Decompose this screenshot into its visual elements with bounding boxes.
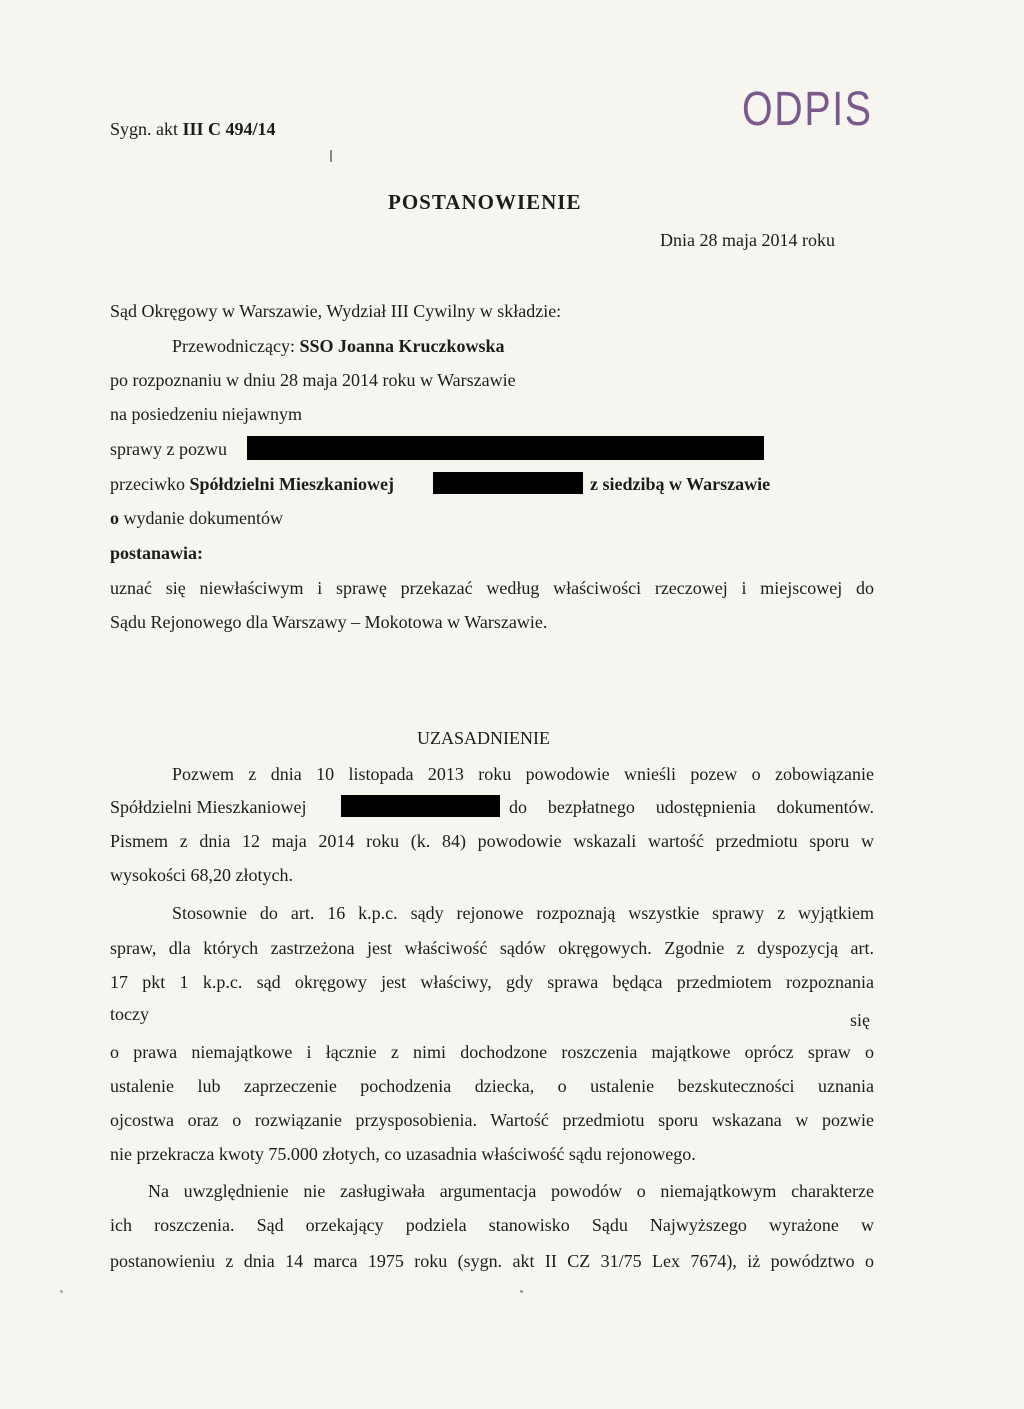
- subject-line: [110, 507, 283, 529]
- decides-text: postanawia:: [110, 543, 204, 563]
- p3-line-3: postanowieniu z dnia 14 marca 1975 roku (sygn. akt II CZ 31/75 Lex 7674), iż powództwo o: [110, 1251, 874, 1271]
- against-prefix: przeciwko: [110, 474, 190, 494]
- p2-line-3: 17 pkt 1 k.p.c. sąd okręgowy jest właściwy, gdy sprawa będąca przedmiotem rozpoznania: [110, 972, 874, 992]
- scan-speck: [330, 150, 332, 162]
- presiding-name: SSO Joanna Kruczkowska: [299, 336, 505, 356]
- p1-line-2a: Spółdzielni Mieszkaniowej: [110, 797, 307, 817]
- p2-line-7: ojcostwa oraz o rozwiązanie przysposobienia. Wartość przedmiotu sporu wskazana w pozwie: [110, 1110, 874, 1130]
- case-signature: [110, 118, 276, 140]
- redaction-cooperative-name-2: [341, 795, 500, 817]
- against-seat: [590, 473, 770, 495]
- presiding-label: Przewodniczący:: [172, 336, 300, 356]
- redaction-plaintiff: [247, 436, 764, 460]
- p1-line-4: wysokości 68,20 złotych.: [110, 865, 293, 885]
- case-number: III C 494/14: [182, 119, 276, 139]
- p2-line-4b: się: [850, 1010, 870, 1030]
- p1-line-2b: do bezpłatnego udostępnienia dokumentów.: [509, 797, 874, 817]
- against-party: Spółdzielni Mieszkaniowej: [189, 474, 394, 494]
- presiding-judge: [172, 335, 505, 357]
- subject-text: wydanie dokumentów: [119, 508, 283, 528]
- scan-speck: [60, 1290, 63, 1293]
- scan-speck: [520, 1290, 523, 1293]
- document-title: POSTANOWIENIE: [388, 190, 582, 214]
- case-prefix: Sygn. akt: [110, 119, 183, 139]
- decides-label: [110, 542, 203, 564]
- hearing-line: po rozpoznaniu w dniu 28 maja 2014 roku w Warszawie: [110, 370, 516, 390]
- claim-line: sprawy z pozwu: [110, 439, 227, 459]
- justification-heading: UZASADNIENIE: [417, 728, 550, 748]
- p3-line-2: ich roszczenia. Sąd orzekający podziela stanowisko Sądu Najwyższego wyrażone w: [110, 1215, 874, 1235]
- p2-line-6: ustalenie lub zaprzeczenie pochodzenia dziecka, o ustalenie bezskuteczności uznania: [110, 1076, 874, 1096]
- subject-o: o: [110, 508, 119, 528]
- p1-line-1: Pozwem z dnia 10 listopada 2013 roku powodowie wnieśli pozew o zobowiązanie: [172, 764, 874, 784]
- decision-line-2: Sądu Rejonowego dla Warszawy – Mokotowa w Warszawie.: [110, 612, 548, 632]
- p2-line-5: o prawa niemajątkowe i łącznie z nimi dochodzone roszczenia majątkowe oprócz spraw o: [110, 1042, 874, 1062]
- p2-line-8: nie przekracza kwoty 75.000 złotych, co uzasadnia właściwość sądu rejonowego.: [110, 1144, 696, 1164]
- document-date: Dnia 28 maja 2014 roku: [660, 230, 835, 250]
- p2-line-4a: toczy: [110, 1004, 149, 1024]
- p2-line-2: spraw, dla których zastrzeżona jest właściwość sądów okręgowych. Zgodnie z dyspozycją art.: [110, 938, 874, 958]
- against-suffix: z siedzibą w Warszawie: [590, 474, 771, 494]
- copy-stamp: ODPIS: [742, 83, 873, 136]
- redaction-cooperative-name: [433, 472, 583, 494]
- p1-line-3: Pismem z dnia 12 maja 2014 roku (k. 84) powodowie wskazali wartość przedmiotu sporu w: [110, 831, 874, 851]
- p2-line-1: Stosownie do art. 16 k.p.c. sądy rejonowe rozpoznają wszystkie sprawy z wyjątkiem: [172, 903, 874, 923]
- court-line: Sąd Okręgowy w Warszawie, Wydział III Cywilny w składzie:: [110, 301, 562, 321]
- against-line: [110, 473, 394, 495]
- session-line: na posiedzeniu niejawnym: [110, 404, 302, 424]
- decision-line-1: uznać się niewłaściwym i sprawę przekazać według właściwości rzeczowej i miejscowej do: [110, 578, 874, 598]
- p3-line-1: Na uwzględnienie nie zasługiwała argumentacja powodów o niemajątkowym charakterze: [148, 1181, 874, 1201]
